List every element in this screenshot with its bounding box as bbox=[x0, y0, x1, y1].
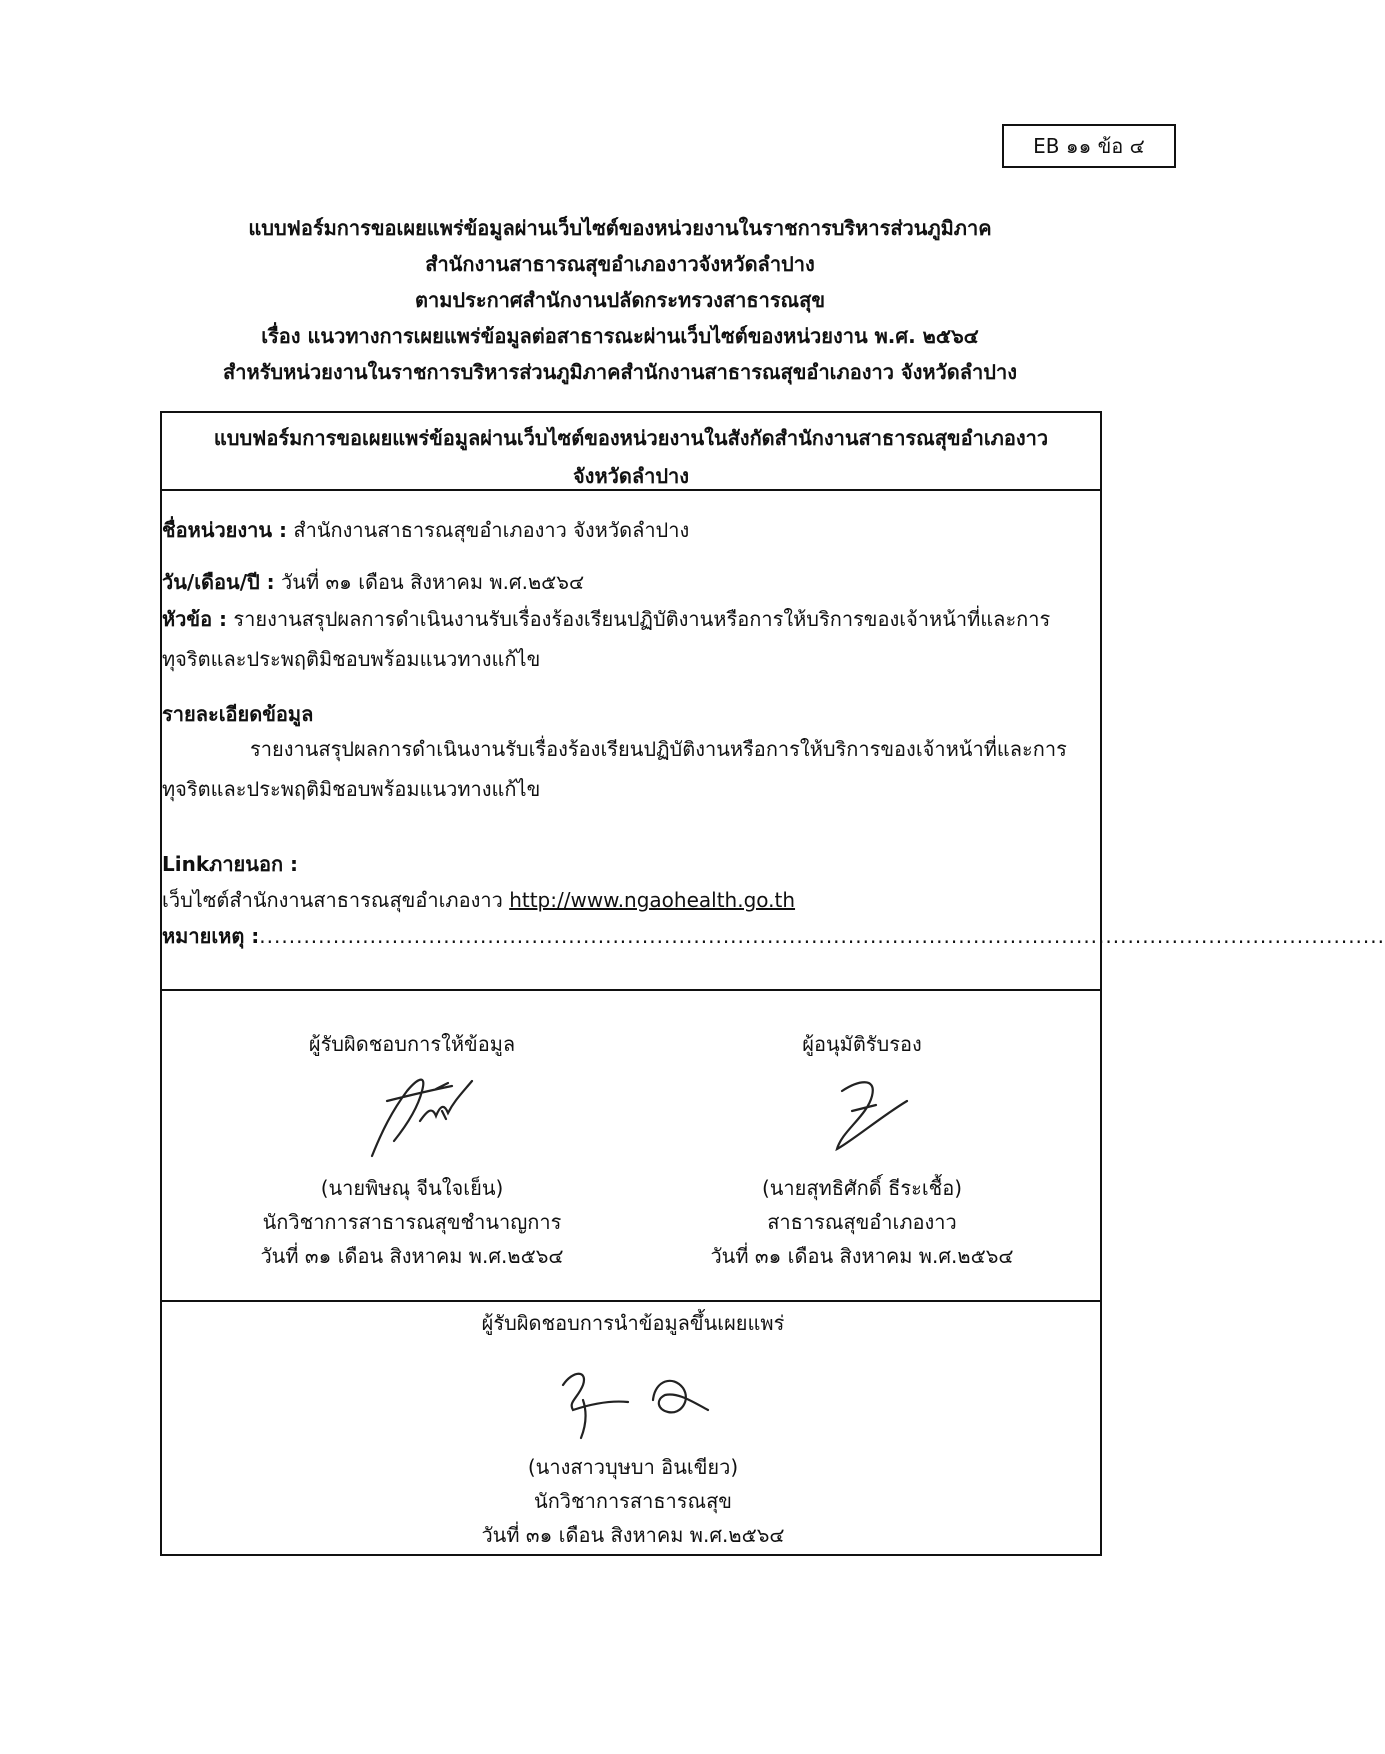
link-label: Linkภายนอก : bbox=[162, 852, 299, 876]
form-frame bbox=[160, 411, 1385, 1556]
form-title-line-1: แบบฟอร์มการขอเผยแพร่ข้อมูลผ่านเว็บไซต์ของหน่วยงานในสังกัดสำนักงานสาธารณสุขอำเภองาว bbox=[213, 426, 1049, 450]
header-line-4: เรื่อง แนวทางการเผยแพร่ข้อมูลต่อสาธารณะผ่านเว็บไซต์ของหน่วยงาน พ.ศ. ๒๕๖๔ bbox=[261, 324, 979, 348]
bottom-sig-name: (นางสาวบุษบา อินเขียว) bbox=[527, 1455, 739, 1479]
topic-value-1: รายงานสรุปผลการดำเนินงานรับเรื่องร้องเรียนปฏิบัติงานหรือการให้บริการของเจ้าหน้าที่และการ bbox=[227, 607, 1051, 631]
document-code-tag: EB ๑๑ ข้อ ๔ bbox=[1002, 124, 1176, 168]
bottom-signature-block bbox=[433, 1306, 833, 1552]
form-divider-top bbox=[162, 489, 1100, 491]
document-header bbox=[140, 210, 1100, 390]
unit-row bbox=[162, 513, 1080, 547]
unit-value: สำนักงานสาธารณสุขอำเภองาว จังหวัดลำปาง bbox=[287, 518, 690, 542]
note-label: หมายเหตุ : bbox=[162, 924, 260, 948]
right-sig-role: ผู้อนุมัติรับรอง bbox=[802, 1032, 922, 1056]
date-value: วันที่ ๓๑ เดือน สิงหาคม พ.ศ.๒๕๖๔ bbox=[274, 570, 585, 594]
link-row bbox=[162, 883, 1080, 917]
detail-label: รายละเอียดข้อมูล bbox=[162, 702, 314, 726]
left-sig-date: วันที่ ๓๑ เดือน สิงหาคม พ.ศ.๒๕๖๔ bbox=[260, 1244, 564, 1268]
form-title bbox=[162, 419, 1100, 495]
header-line-3: ตามประกาศสำนักงานปลัดกระทรวงสาธารณสุข bbox=[414, 288, 825, 312]
detail-line-1: รายงานสรุปผลการดำเนินงานรับเรื่องร้องเรียนปฏิบัติงานหรือการให้บริการของเจ้าหน้าที่และการ bbox=[250, 737, 1067, 761]
bottom-sig-role: ผู้รับผิดชอบการนำข้อมูลขึ้นเผยแพร่ bbox=[481, 1311, 785, 1335]
right-sig-position: สาธารณสุขอำเภองาว bbox=[767, 1210, 957, 1234]
external-link[interactable]: http://www.ngaohealth.go.th bbox=[509, 888, 796, 912]
right-signature-mark bbox=[782, 1061, 942, 1171]
detail-body bbox=[162, 729, 1090, 809]
form-divider-middle bbox=[162, 989, 1100, 991]
form-divider-bottom bbox=[162, 1300, 1100, 1302]
detail-heading-row bbox=[162, 697, 1080, 731]
bottom-signature-mark bbox=[533, 1340, 733, 1450]
right-signature-block bbox=[682, 1027, 1042, 1273]
form-title-line-2: จังหวัดลำปาง bbox=[572, 464, 690, 488]
left-sig-position: นักวิชาการสาธารณสุขชำนาญการ bbox=[262, 1210, 562, 1234]
header-line-5: สำหรับหน่วยงานในราชการบริหารส่วนภูมิภาคสำนักงานสาธารณสุขอำเภองาว จังหวัดลำปาง bbox=[223, 360, 1017, 384]
topic-label: หัวข้อ : bbox=[162, 607, 228, 631]
left-sig-name: (นายพิษณุ จีนใจเย็น) bbox=[320, 1176, 504, 1200]
right-sig-date: วันที่ ๓๑ เดือน สิงหาคม พ.ศ.๒๕๖๔ bbox=[710, 1244, 1014, 1268]
link-description: เว็บไซต์สำนักงานสาธารณสุขอำเภองาว bbox=[162, 888, 510, 912]
date-label: วัน/เดือน/ปี : bbox=[162, 570, 275, 594]
unit-label: ชื่อหน่วยงาน : bbox=[162, 518, 288, 542]
topic-value-2: ทุจริตและประพฤติมิชอบพร้อมแนวทางแก้ไข bbox=[162, 647, 541, 671]
bottom-sig-position: นักวิชาการสาธารณสุข bbox=[534, 1489, 732, 1513]
detail-line-2: ทุจริตและประพฤติมิชอบพร้อมแนวทางแก้ไข bbox=[162, 777, 541, 801]
topic-row bbox=[162, 599, 1090, 679]
link-heading-row bbox=[162, 847, 1080, 881]
note-row bbox=[162, 919, 1385, 953]
left-signature-mark bbox=[332, 1061, 492, 1171]
header-line-2: สำนักงานสาธารณสุขอำเภองาวจังหวัดลำปาง bbox=[425, 252, 815, 276]
bottom-sig-date: วันที่ ๓๑ เดือน สิงหาคม พ.ศ.๒๕๖๔ bbox=[481, 1523, 785, 1547]
note-dots: ......................................................................................................................................................... bbox=[259, 924, 1385, 948]
header-line-1: แบบฟอร์มการขอเผยแพร่ข้อมูลผ่านเว็บไซต์ของหน่วยงานในราชการบริหารส่วนภูมิภาค bbox=[248, 216, 992, 240]
left-signature-block bbox=[222, 1027, 602, 1273]
right-sig-name: (นายสุทธิศักดิ์ ธีระเชื้อ) bbox=[761, 1176, 963, 1200]
left-sig-role: ผู้รับผิดชอบการให้ข้อมูล bbox=[308, 1032, 516, 1056]
date-row bbox=[162, 565, 1080, 599]
